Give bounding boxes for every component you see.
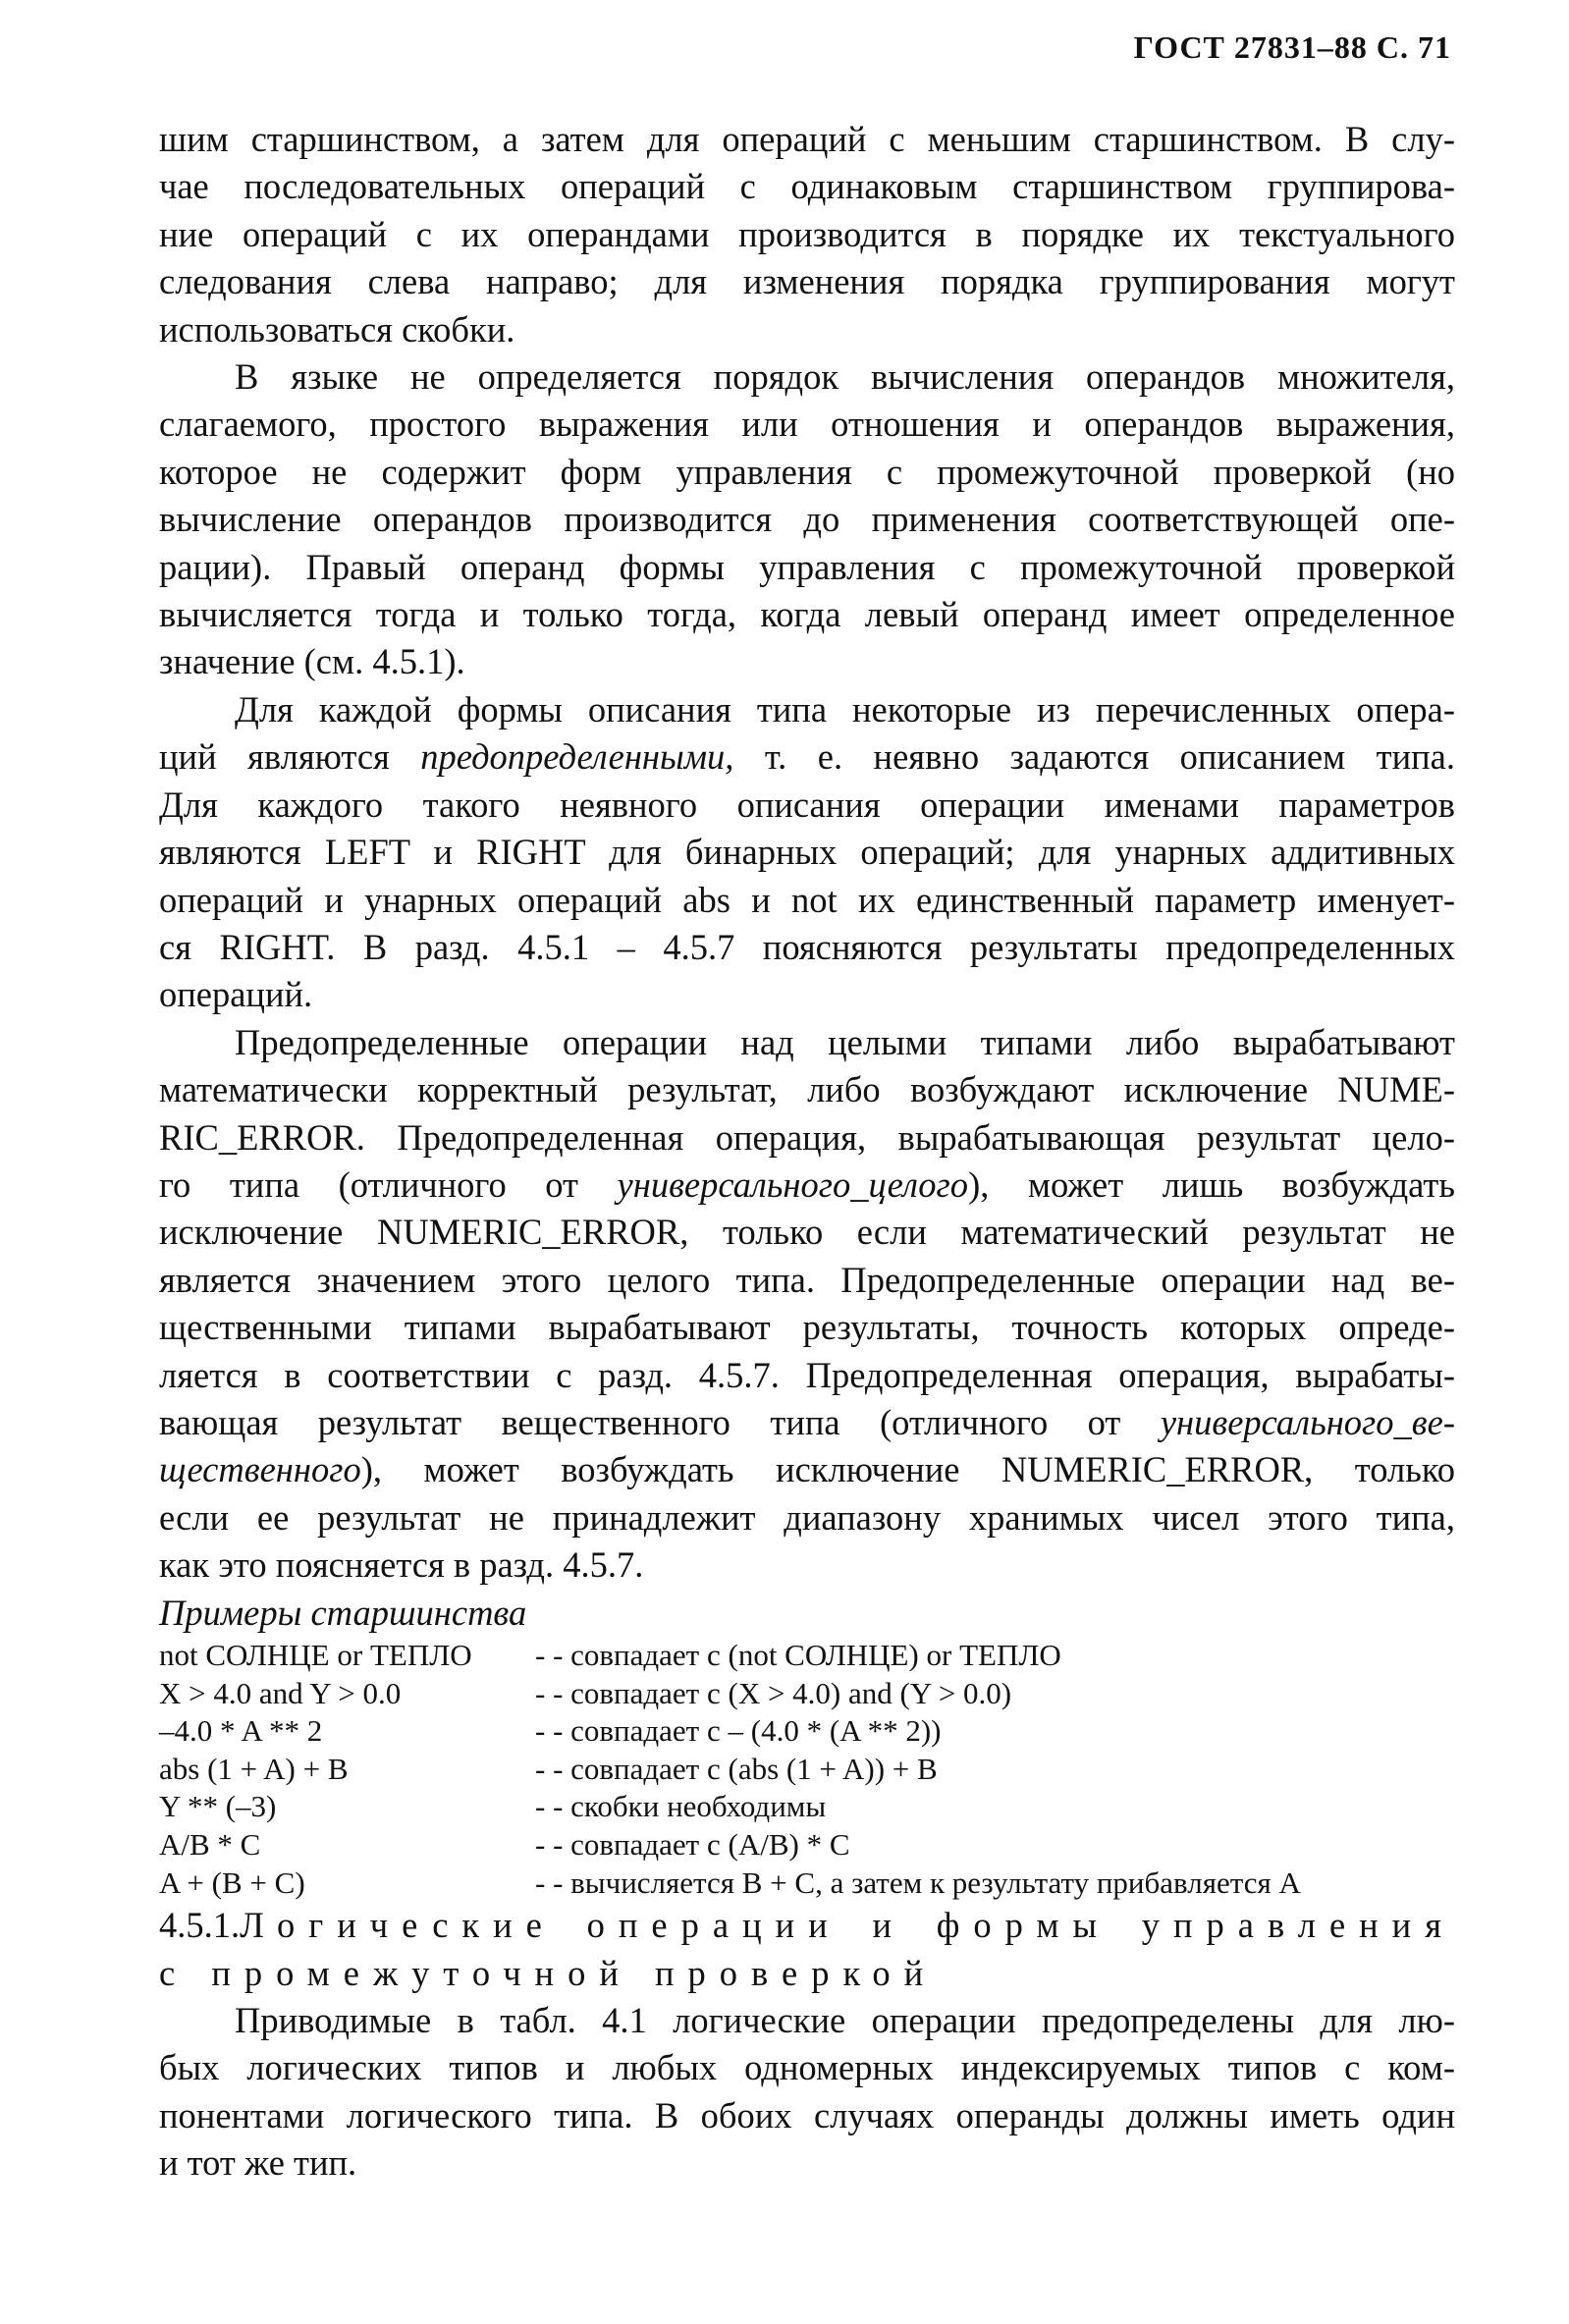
text-line: чае последовательных операций с одинаковым старшинством группирова- — [159, 166, 1455, 207]
text-line: понентами логического типа. В обоих случаях операнды должны иметь один — [159, 2094, 1455, 2135]
text-line: которое не содержит форм управления с промежуточной проверкой (но — [159, 451, 1455, 492]
text-line: щественного), может возбуждать исключение NUMERIC_ERROR, только — [159, 1449, 1455, 1490]
paragraph — [159, 116, 1455, 353]
italic-term: щественного — [159, 1449, 361, 1490]
text-line: ся RIGHT. В разд. 4.5.1 – 4.5.7 поясняются результаты предопределенных — [159, 926, 1455, 967]
text-line: вычисляется тогда и только тогда, когда левый операнд имеет определенное — [159, 594, 1455, 635]
text-line: Для каждого такого неявного описания операции именами параметров — [159, 784, 1455, 825]
text-line: ляется в соответствии с разд. 4.5.7. Предопределенная операция, вырабаты- — [159, 1354, 1455, 1395]
section-heading-line — [159, 1902, 1455, 1949]
example-expression: abs (1 + A) + B — [159, 1751, 349, 1786]
example-expression: X > 4.0 and Y > 0.0 — [159, 1675, 402, 1710]
section-title-continued: с промежуточной проверкой — [159, 1952, 938, 1993]
italic-term: универсального_целого — [617, 1163, 969, 1205]
text-line: В языке не определяется порядок вычисления операндов множителя, — [235, 356, 1455, 398]
text-line: Предопределенные операции над целыми типами либо вырабатывают — [235, 1021, 1455, 1062]
text-line: вающая результат вещественного типа (отличного от универсального_ве- — [159, 1401, 1455, 1442]
body-text — [159, 116, 1455, 2188]
example-comment: - - совпадает с (X > 4.0) and (Y > 0.0) — [535, 1675, 1012, 1710]
page-header: ГОСТ 27831–88 С. 71 — [1133, 29, 1451, 65]
text-line: рации). Правый операнд формы управления с промежуточной проверкой — [159, 546, 1455, 587]
text-line: ций являются предопределенными, т. е. неявно задаются описанием типа. — [159, 736, 1455, 778]
example-row — [159, 1712, 1455, 1751]
example-row — [159, 1637, 1455, 1675]
example-comment: - - совпадает с (not СОЛНЦЕ) or ТЕПЛО — [535, 1638, 1061, 1672]
text-line: являются LEFT и RIGHT для бинарных операций; для унарных аддитивных — [159, 832, 1455, 873]
example-row — [159, 1865, 1455, 1903]
text-line: щественными типами вырабатывают результаты, точность которых опреде- — [159, 1307, 1455, 1348]
text-line: и тот же тип. — [159, 2142, 357, 2184]
example-comment: - - совпадает с – (4.0 * (A ** 2)) — [535, 1713, 942, 1749]
italic-term: универсального_ве- — [1160, 1401, 1455, 1442]
example-comment: - - вычисляется B + C, а затем к результату прибавляется A — [535, 1865, 1301, 1900]
example-row — [159, 1826, 1455, 1865]
example-expression: Y ** (–3) — [159, 1789, 277, 1824]
example-expression: A/B * C — [159, 1826, 261, 1862]
example-comment: - - совпадает с (abs (1 + A)) + B — [535, 1751, 938, 1786]
text-line: го типа (отличного от универсального_целого), может лишь возбуждать — [159, 1163, 1455, 1205]
example-row — [159, 1788, 1455, 1826]
text-line: следования слева направо; для изменения порядка группирования могут — [159, 261, 1455, 302]
text-line: шим старшинством, а затем для операций с меньшим старшинством. В слу- — [159, 119, 1455, 159]
example-expression: not СОЛНЦЕ or ТЕПЛО — [159, 1638, 472, 1672]
example-row — [159, 1751, 1455, 1789]
text-line: если ее результат не принадлежит диапазону хранимых чисел этого типа, — [159, 1496, 1455, 1538]
text-line: вычисление операндов производится до применения соответствующей опе- — [159, 499, 1455, 540]
text-line: исключение NUMERIC_ERROR, только если математический результат не — [159, 1212, 1455, 1253]
section-heading-line — [159, 1950, 1455, 1997]
section-title: Логические операции и формы управления — [240, 1905, 1455, 1946]
italic-term: предопределенными, — [420, 736, 734, 778]
text-line: RIC_ERROR. Предопределенная операция, вырабатывающая результат цело- — [159, 1116, 1455, 1158]
section-heading — [159, 1902, 1455, 1997]
text-line: операций и унарных операций abs и not их единственный параметр именует- — [159, 879, 1455, 920]
text-line: слагаемого, простого выражения или отношения и операндов выражения, — [159, 404, 1455, 445]
examples-title: Примеры старшинства — [159, 1592, 527, 1633]
example-row — [159, 1675, 1455, 1713]
examples-block — [159, 1590, 1455, 1903]
text-line: как это поясняется в разд. 4.5.7. — [159, 1544, 644, 1586]
paragraph — [159, 686, 1455, 1019]
section-number: 4.5.1. — [159, 1905, 241, 1946]
paragraph — [159, 353, 1455, 686]
text-line: Для каждой формы описания типа некоторые из перечисленных опера- — [235, 688, 1455, 730]
paragraph — [159, 1019, 1455, 1590]
text-line: значение (см. 4.5.1). — [159, 641, 465, 682]
example-comment: - - совпадает с (A/B) * C — [535, 1826, 850, 1862]
text-line: операций. — [159, 974, 313, 1015]
text-line: бых логических типов и любых одномерных индексируемых типов с ком- — [159, 2047, 1455, 2088]
example-expression: A + (B + C) — [159, 1865, 305, 1900]
example-expression: –4.0 * A ** 2 — [159, 1713, 323, 1749]
example-comment: - - скобки необходимы — [535, 1789, 827, 1824]
text-line: является значением этого целого типа. Предопределенные операции над ве- — [159, 1259, 1455, 1300]
text-line: ние операций с их операндами производится в порядке их текстуального — [159, 213, 1455, 254]
text-line: использоваться скобки. — [159, 308, 515, 350]
text-line: Приводимые в табл. 4.1 логические операции предопределены для лю- — [235, 1999, 1455, 2040]
paragraph — [159, 1997, 1455, 2188]
text-line: математически корректный результат, либо возбуждают исключение NUME- — [159, 1069, 1455, 1110]
